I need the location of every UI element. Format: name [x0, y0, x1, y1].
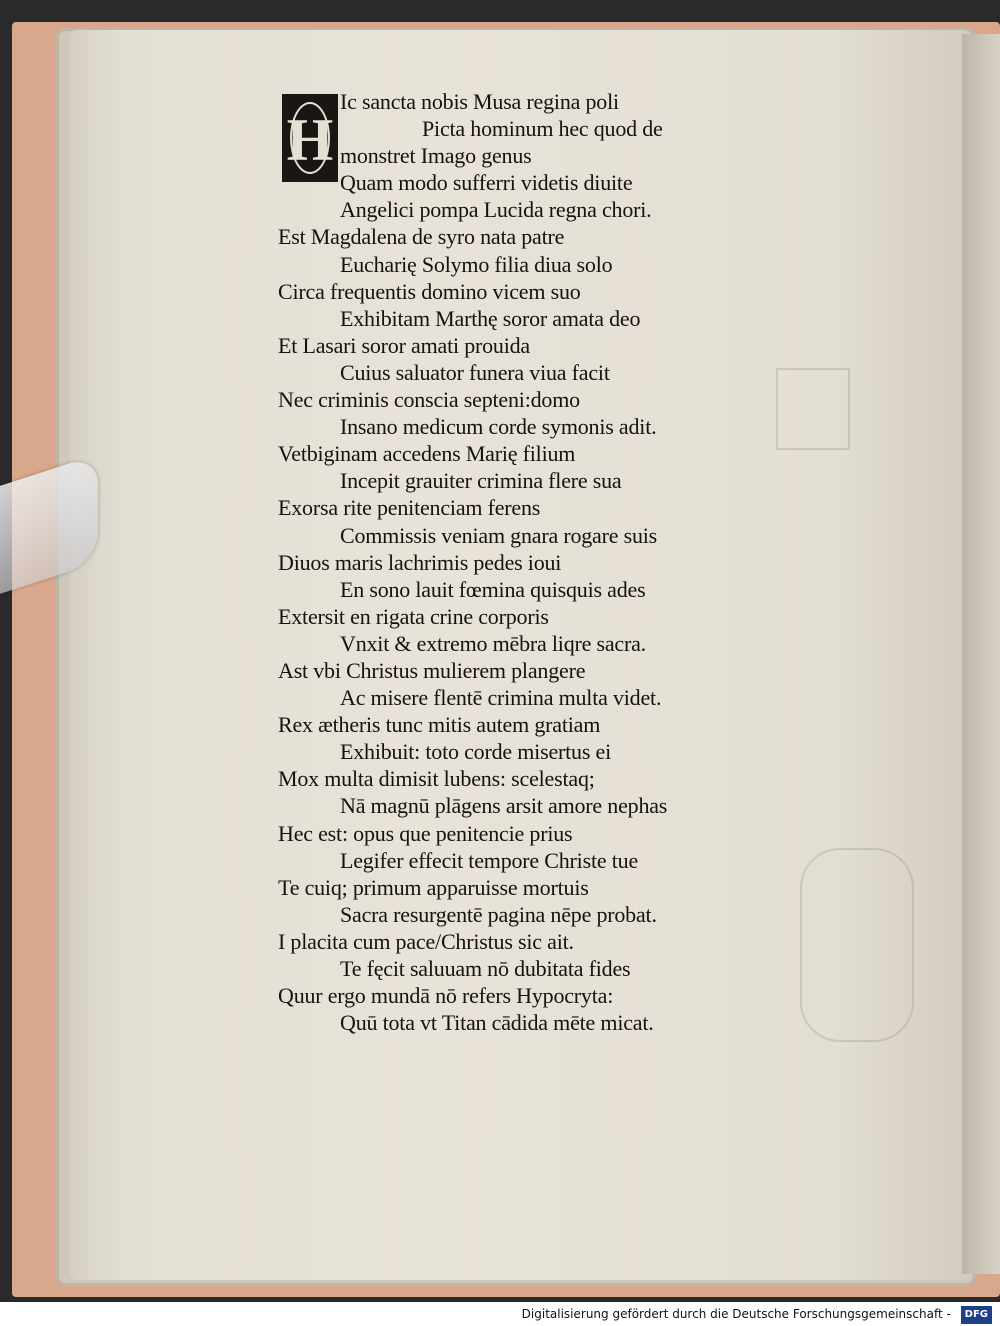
initial-letter: H	[286, 107, 334, 173]
verse-line: Sacra resurgentē pagina nēpe probat.	[340, 901, 657, 927]
verse-line: Nec criminis conscia septeni:domo	[278, 387, 580, 413]
verse-line: Mox multa dimisit lubens: scelestaq;	[278, 766, 595, 792]
verse-line: Quur ergo mundā nō refers Hypocryta:	[278, 983, 614, 1009]
verse-body	[278, 169, 748, 1036]
verse-line: Exhibitam Marthę soror amata deo	[340, 305, 641, 331]
verse-line: Angelici pompa Lucida regna chori.	[340, 197, 652, 223]
verse-line: Vetbiginam accedens Marię filium	[278, 441, 576, 467]
verse-line: Quam modo sufferri videtis diuite	[340, 170, 633, 196]
verse-line: Cuius saluator funera viua facit	[340, 359, 610, 385]
verse-line: Et Lasari soror amati prouida	[278, 332, 531, 358]
verse-line: Te cuiq; primum apparuisse mortuis	[278, 874, 589, 900]
verse-line: Incepit grauiter crimina flere sua	[340, 468, 622, 494]
verse-line: Picta hominum hec quod de	[422, 116, 663, 142]
verse-line: Diuos maris lachrimis pedes ioui	[278, 549, 562, 575]
verse-line: Eucharię Solymo filia diua solo	[340, 251, 613, 277]
verse-line: En sono lauit fœmina quisquis ades	[340, 576, 646, 602]
verse-line: monstret Imago genus	[340, 143, 532, 169]
verse-line: Rex ætheris tunc mitis autem gratiam	[278, 712, 601, 738]
verse-line: Ast vbi Christus mulierem plangere	[278, 657, 586, 683]
bleed-through-woodcut	[776, 368, 850, 450]
verse-line: Exhibuit: toto corde misertus ei	[340, 739, 611, 765]
verse-line: Vnxit & extremo mēbra liqre sacra.	[340, 630, 646, 656]
verse-line: Nā magnū plāgens arsit amore nephas	[340, 793, 668, 819]
verse-line: Exorsa rite penitenciam ferens	[278, 495, 541, 521]
verse-line: I placita cum pace/Christus sic ait.	[278, 928, 574, 954]
dfg-logo: DFG	[961, 1306, 992, 1324]
verse-line: Insano medicum corde symonis adit.	[340, 414, 657, 440]
verse-line: Ic sancta nobis Musa regina poli	[340, 89, 619, 114]
verse-line: Extersit en rigata crine corporis	[278, 603, 549, 629]
credit-text: Digitalisierung gefördert durch die Deutsche Forschungsgemeinschaft -	[521, 1307, 951, 1321]
verse-line: Commissis veniam gnara rogare suis	[340, 522, 658, 548]
verse-line: Circa frequentis domino vicem suo	[278, 278, 581, 304]
verse-line: Ac misere flentē crimina multa videt.	[340, 685, 662, 711]
verse-line: Te fęcit saluuam nō dubitata fides	[340, 956, 631, 981]
verse-line: Hec est: opus que penitencie prius	[278, 820, 573, 846]
digitization-credit	[0, 1302, 1000, 1326]
bleed-through-illustration	[800, 848, 914, 1042]
verse-line: Est Magdalena de syro nata patre	[278, 224, 565, 250]
verse-line: Quū tota vt Titan cādida mēte micat.	[340, 1010, 654, 1036]
verse-text	[278, 88, 748, 1036]
verse-line: Legifer effecit tempore Christe tue	[340, 847, 639, 873]
facing-page-edge	[962, 34, 1000, 1274]
